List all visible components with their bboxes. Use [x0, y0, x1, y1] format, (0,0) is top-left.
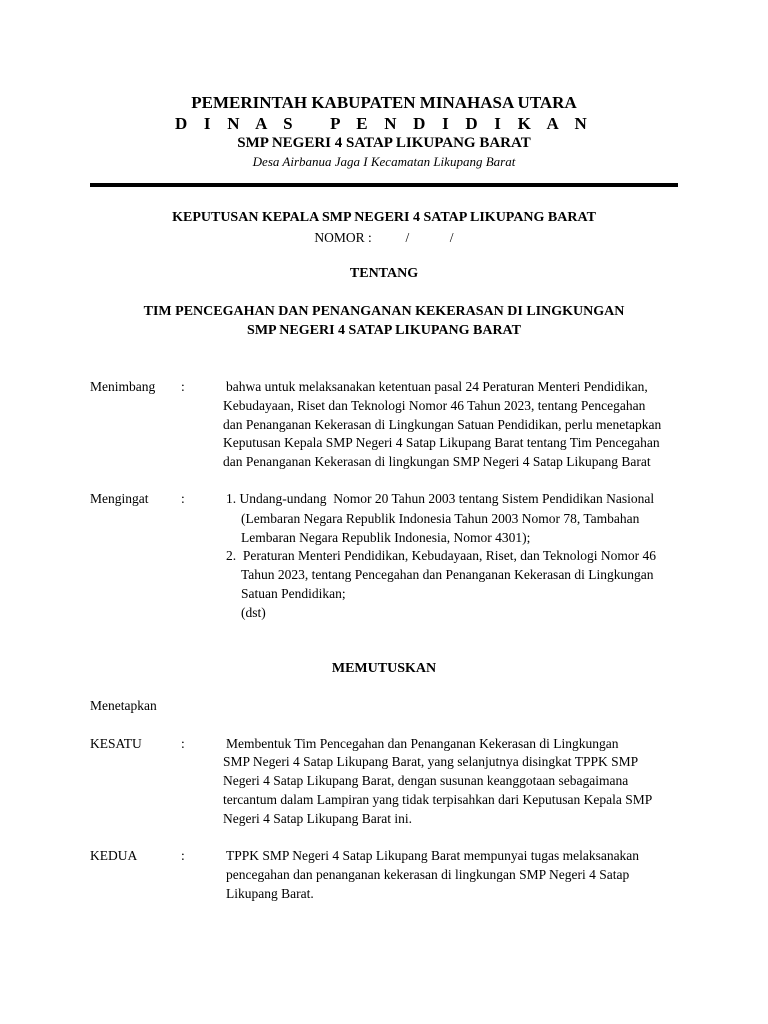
decree-number: NOMOR : / /: [314, 230, 454, 245]
mengingat-label: Mengingat: [90, 491, 149, 506]
menimbang-line: Keputusan Kepala SMP Negeri 4 Satap Likupang Barat tentang Tim Pencegahan: [223, 435, 660, 450]
kesatu-colon: :: [181, 736, 185, 751]
menimbang-colon: :: [181, 379, 185, 394]
kesatu-line: Negeri 4 Satap Likupang Barat, dengan susunan keanggotaan sebagaimana: [223, 773, 629, 788]
kesatu-line: SMP Negeri 4 Satap Likupang Barat, yang selanjutnya disingkat TPPK SMP: [223, 754, 639, 769]
kedua-colon: :: [181, 848, 185, 863]
mengingat-colon: :: [181, 491, 185, 506]
kesatu-line: Negeri 4 Satap Likupang Barat ini.: [223, 811, 412, 826]
kedua-line: Likupang Barat.: [226, 886, 314, 901]
mengingat-item-2: 2. Peraturan Menteri Pendidikan, Kebudayaan, Riset, dan Teknologi Nomor 46: [226, 548, 656, 563]
mengingat-item-1-line: Lembaran Negara Republik Indonesia, Nomor 4301);: [241, 530, 531, 545]
menimbang-line: bahwa untuk melaksanakan ketentuan pasal 24 Peraturan Menteri Pendidikan,: [226, 379, 648, 394]
kesatu-line: Membentuk Tim Pencegahan dan Penanganan Kekerasan di Lingkungan: [226, 736, 619, 751]
menimbang-label: Menimbang: [90, 379, 156, 394]
mengingat-item-1-line: (Lembaran Negara Republik Indonesia Tahun 2003 Nomor 78, Tambahan: [241, 511, 640, 526]
menetapkan-label: Menetapkan: [90, 698, 157, 713]
letterhead-address: Desa Airbanua Jaga I Kecamatan Likupang Barat: [252, 154, 516, 169]
subject-line-1: TIM PENCEGAHAN DAN PENANGANAN KEKERASAN DI LINGKUNGAN: [143, 304, 625, 319]
letterhead-office: D I N A S P E N D I D I K A N: [175, 114, 593, 133]
mengingat-item-1: 1. Undang-undang Nomor 20 Tahun 2003 tentang Sistem Pendidikan Nasional: [226, 491, 655, 506]
kedua-label: KEDUA: [90, 848, 138, 863]
letterhead-school: SMP NEGERI 4 SATAP LIKUPANG BARAT: [237, 135, 531, 151]
letterhead-government: PEMERINTAH KABUPATEN MINAHASA UTARA: [191, 93, 577, 112]
mengingat-dst: (dst): [241, 605, 266, 620]
kesatu-line: tercantum dalam Lampiran yang tidak terpisahkan dari Keputusan Kepala SMP: [223, 792, 653, 807]
menimbang-line: dan Penanganan Kekerasan di lingkungan SMP Negeri 4 Satap Likupang Barat: [223, 454, 651, 469]
decree-title: KEPUTUSAN KEPALA SMP NEGERI 4 SATAP LIKUPANG BARAT: [172, 210, 596, 225]
kesatu-label: KESATU: [90, 736, 142, 751]
menimbang-line: dan Penanganan Kekerasan di Lingkungan Satuan Pendidikan, perlu menetapkan: [223, 417, 662, 432]
mengingat-item-2-line: Tahun 2023, tentang Pencegahan dan Penanganan Kekerasan di Lingkungan: [241, 567, 654, 582]
memutuskan-heading: MEMUTUSKAN: [331, 661, 437, 676]
about-heading: TENTANG: [349, 266, 419, 281]
mengingat-item-2-line: Satuan Pendidikan;: [241, 586, 346, 601]
letterhead-divider: [90, 183, 678, 187]
kedua-line: pencegahan dan penanganan kekerasan di lingkungan SMP Negeri 4 Satap: [226, 867, 630, 882]
subject-line-2: SMP NEGERI 4 SATAP LIKUPANG BARAT: [247, 323, 521, 338]
kedua-line: TPPK SMP Negeri 4 Satap Likupang Barat mempunyai tugas melaksanakan: [226, 848, 640, 863]
menimbang-line: Kebudayaan, Riset dan Teknologi Nomor 46 Tahun 2023, tentang Pencegahan: [223, 398, 646, 413]
